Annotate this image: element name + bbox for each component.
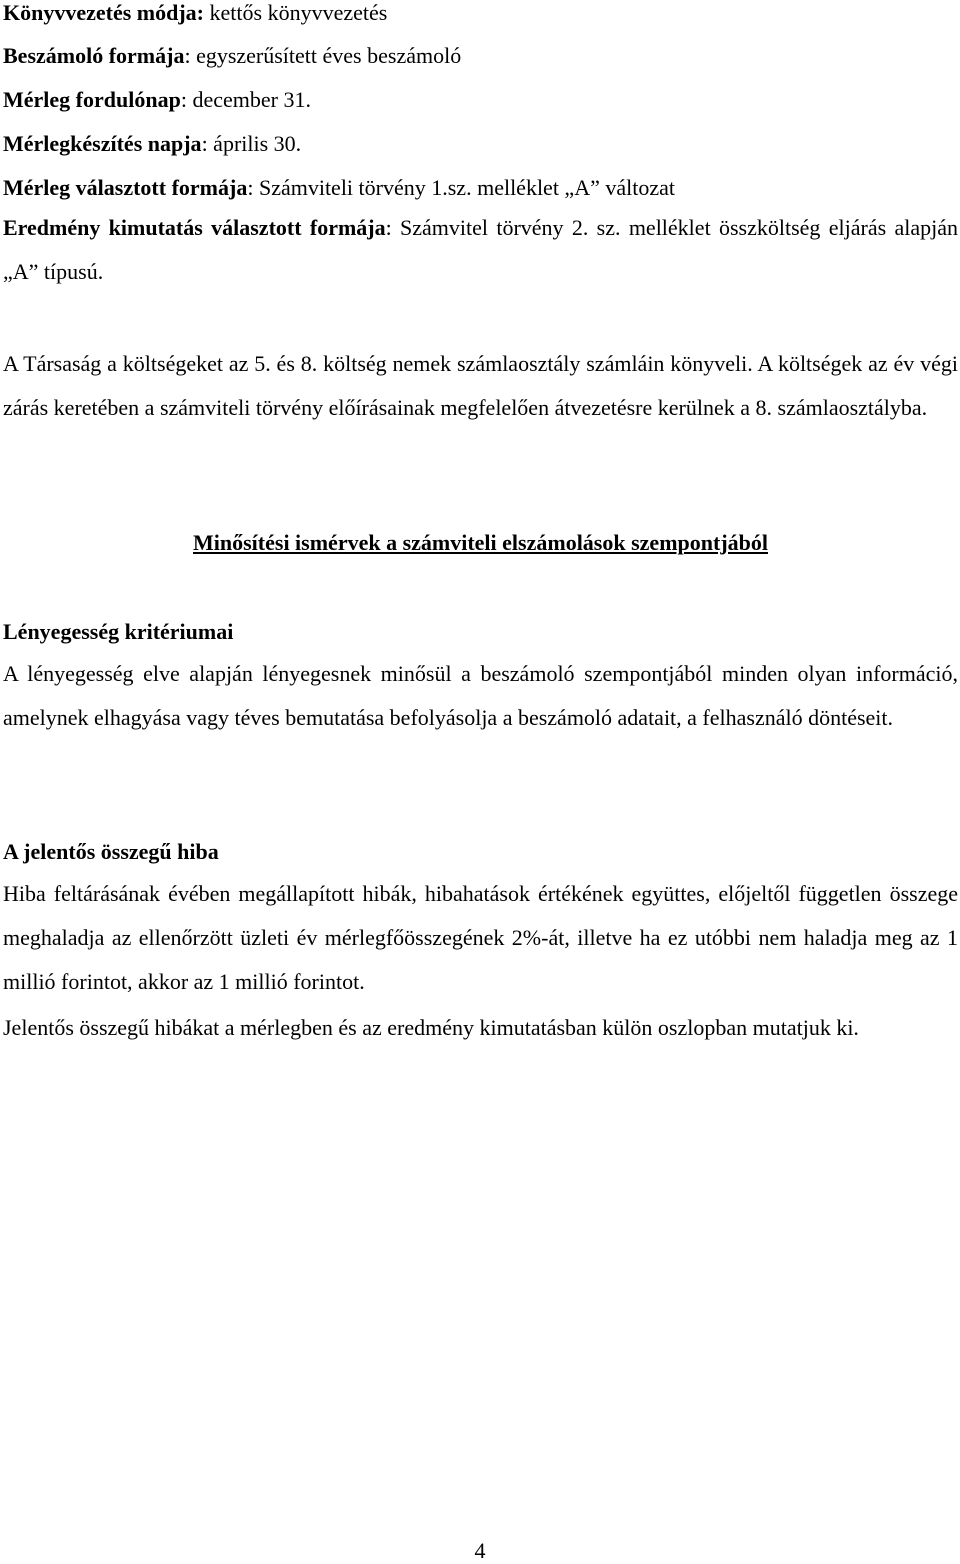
meta-value: : Számviteli törvény 1.sz. melléklet „A” változat	[247, 175, 675, 200]
meta-line-report-form	[3, 43, 461, 69]
meta-line-balance-date	[3, 87, 311, 113]
significant-error-display-paragraph: Jelentős összegű hibákat a mérlegben és az eredmény kimutatásban külön oszlopban mutatjuk ki.	[3, 1015, 859, 1040]
meta-value: : december 31.	[180, 87, 311, 112]
meta-value: kettős könyvvezetés	[204, 0, 388, 25]
meta-label: Mérlegkészítés napja	[3, 131, 202, 156]
significant-error-paragraph: Hiba feltárásának évében megállapított hibák, hibahatások értékének együttes, előjeltől független összege meghaladja az ellenőrzött üzleti év mérlegfőösszegének 2%-át, illetve ha ez utóbbi nem haladja meg az 1 millió forintot, akkor az 1 millió forintot.	[3, 881, 958, 994]
income-statement-paragraph	[3, 206, 958, 294]
meta-label: Mérleg fordulónap	[3, 87, 181, 112]
meta-line-bookkeeping	[3, 0, 387, 26]
meta-value: : április 30.	[201, 131, 302, 156]
materiality-paragraph: A lényegesség elve alapján lényegesnek minősül a beszámoló szempontjából minden olyan információ, amelynek elhagyása vagy téves bemutatása befolyásolja a beszámoló adatait, a felhasználó döntéseit.	[3, 661, 958, 730]
meta-label: Mérleg választott formája	[3, 175, 248, 200]
meta-label: Beszámoló formája	[3, 43, 185, 68]
meta-line-preparation-date	[3, 131, 301, 157]
meta-value: : egyszerűsített éves beszámoló	[184, 43, 462, 68]
section-title: Minősítési ismérvek a számviteli elszámolások szempontjából	[193, 530, 768, 555]
cost-paragraph: A Társaság a költségeket az 5. és 8. költség nemek számlaosztály számláin könyveli. A költségek az év végi zárás keretében a számviteli törvény előírásainak megfelelően átvezetésre kerülnek a 8. számlaosztályba.	[3, 351, 958, 420]
income-statement-value: : Számvitel törvény 2. sz. melléklet összköltség eljárás alapján „A” típusú.	[3, 215, 958, 284]
meta-line-balance-form	[3, 175, 675, 201]
materiality-heading: Lényegesség kritériumai	[3, 619, 234, 644]
income-statement-label: Eredmény kimutatás választott formája	[3, 215, 386, 240]
page-number: 4	[474, 1538, 486, 1563]
significant-error-heading: A jelentős összegű hiba	[3, 839, 219, 864]
meta-label: Könyvvezetés módja:	[3, 0, 205, 25]
